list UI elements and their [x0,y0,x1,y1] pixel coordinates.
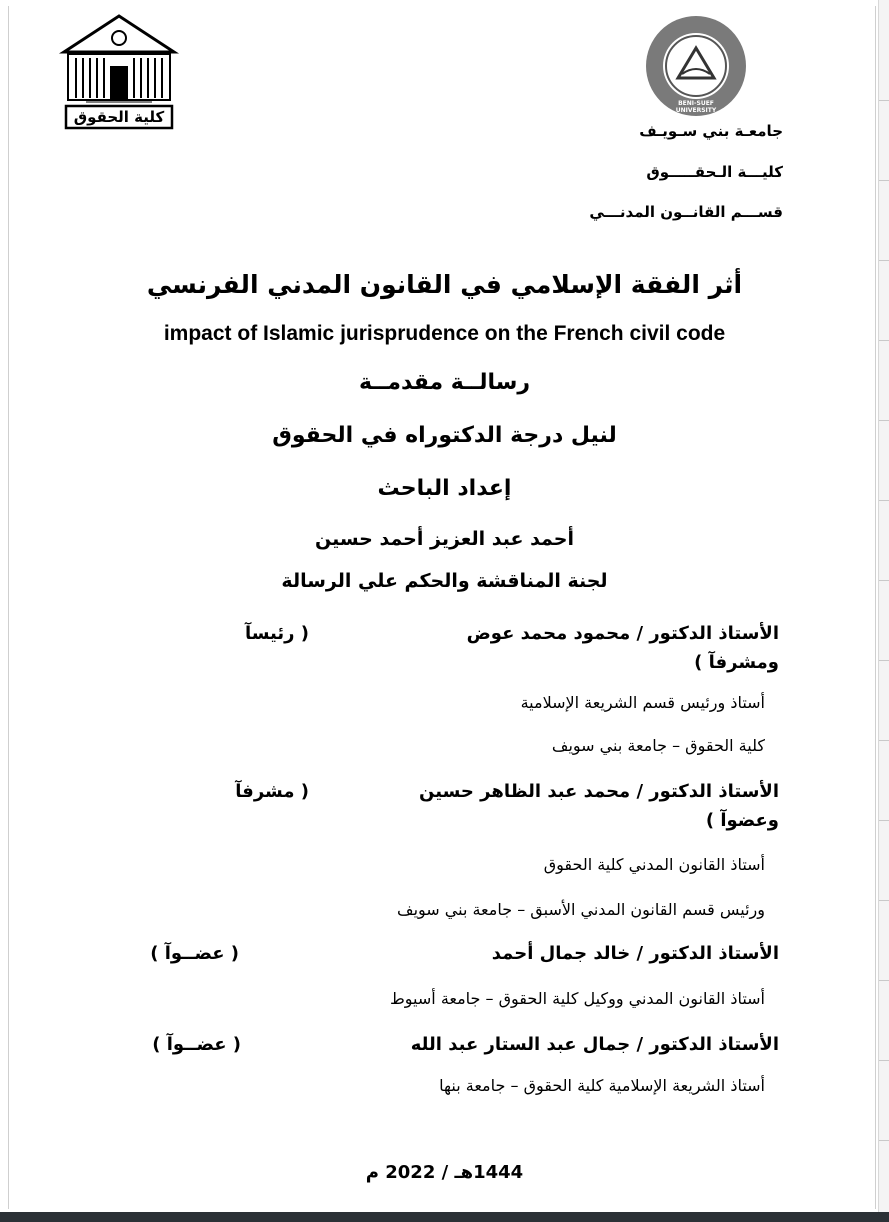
member-1-role-b: ومشرفآ ) [694,652,779,673]
member-1-line-1: أستاذ ورئيس قسم الشريعة الإسلامية [520,693,765,712]
prepared-by-label: إعداد الباحث [377,476,512,501]
faculty-name: كليـــة الـحقـــــوق [646,163,783,181]
member-3-role-a: ( عضــوآ ) [150,943,239,964]
member-4-name: الأستاذ الدكتور / جمال عبد الستار عبد الله [410,1034,779,1055]
bottom-bar [0,1212,889,1222]
degree-label: لنيل درجة الدكتوراه في الحقوق [272,423,617,448]
member-3-line-1: أستاذ القانون المدني ووكيل كلية الحقوق – جامعة أسيوط [389,989,765,1008]
university-name: جامعـة بني سـويـف [639,122,783,140]
thesis-label: رسالــة مقدمــة [358,370,531,395]
member-4-line-1: أستاذ الشريعة الإسلامية كلية الحقوق – جامعة بنها [439,1076,765,1095]
document-page [8,6,876,1209]
researcher-name: أحمد عبد العزيز أحمد حسين [314,528,575,550]
member-2-name: الأستاذ الدكتور / محمد عبد الظاهر حسين [419,781,779,802]
committee-label: لجنة المناقشة والحكم علي الرسالة [281,570,608,592]
member-2-role-a: ( مشرفآ [235,781,309,802]
member-1-role-a: ( رئيسآ [244,623,309,644]
member-4-role-a: ( عضــوآ ) [152,1034,241,1055]
thumbnail-strip[interactable] [878,0,889,1212]
department-name: قســـم القانــون المدنـــي [589,203,783,221]
english-title: impact of Islamic jurisprudence on the French civil code [163,322,726,345]
arabic-title: أثر الفقة الإسلامي في القانون المدني الفرنسي [146,270,743,299]
member-3-name: الأستاذ الدكتور / خالد جمال أحمد [491,943,779,964]
date-label: 1444هـ / 2022 م [365,1162,524,1183]
member-2-line-1: أستاذ القانون المدني كلية الحقوق [543,855,765,874]
university-seal [644,14,748,118]
member-2-line-2: ورئيس قسم القانون المدني الأسبق – جامعة بني سويف [397,900,765,919]
faculty-logo [56,14,182,132]
member-1-name: الأستاذ الدكتور / محمود محمد عوض [466,623,779,644]
faculty-logo-text: كلية الحقوق [73,108,165,126]
member-1-line-2: كلية الحقوق – جامعة بني سويف [551,736,765,755]
university-seal-text: BENI-SUEF UNIVERSITY [675,100,717,114]
member-2-role-b: وعضوآ ) [705,810,779,831]
